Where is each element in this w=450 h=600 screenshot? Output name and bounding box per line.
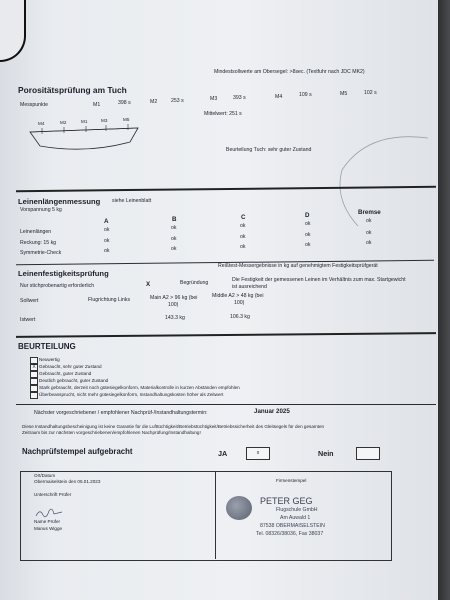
option-checkbox-2[interactable]: [30, 371, 38, 378]
main-a2-line2: 100): [168, 302, 179, 308]
ja-checkbox[interactable]: x: [246, 447, 270, 460]
company-logo: [226, 496, 252, 520]
cell-r2-a: ok: [104, 248, 110, 254]
signature-block-divider: [215, 471, 216, 559]
m2-label: M2: [150, 99, 158, 105]
cell-r0-bremse: ok: [366, 218, 372, 224]
option-label-2: Gebraucht, guter Zustand: [39, 371, 92, 376]
cell-r1-c: ok: [240, 234, 246, 240]
middle-a2-line1: Middle A2 > 48 kg (bei: [212, 293, 264, 299]
cell-r0-d: ok: [305, 221, 311, 227]
col-bremse: Bremse: [358, 209, 381, 216]
m3-value: 393 s: [233, 95, 246, 101]
m2-value: 253 s: [171, 98, 184, 104]
m3-label: M3: [210, 96, 218, 102]
fest-title: Leinenfestigkeitsprüfung: [18, 269, 109, 278]
nein-checkbox[interactable]: [356, 447, 380, 460]
cell-r1-d: ok: [305, 232, 311, 238]
col-d: D: [305, 212, 310, 219]
binder-clip: [0, 0, 26, 62]
diagram-label-m4: M4: [38, 121, 45, 126]
option-label-3: Deutlich gebraucht, guter Zustand: [39, 378, 109, 383]
middle-a2-line2: 100): [234, 300, 245, 306]
disclaimer-1: Diese Instandhaltungsbescheinigung ist keine Garantie für die Lufttüchtigkeit/Betriebstüchtigkeit/Betriebssicherheit des Gleitsegels für den gesamten: [22, 424, 325, 429]
col-c: C: [241, 214, 246, 221]
m4-label: M4: [275, 94, 283, 100]
option-checkbox-1[interactable]: X: [30, 364, 38, 371]
mindest-text: Mindestsollwerte am Obersegel: >8sec. (Textfuhr nach JDC MK2): [214, 69, 365, 75]
diagram-label-m5: M5: [123, 117, 130, 122]
cell-r2-c: ok: [240, 244, 246, 250]
m5-value: 102 s: [364, 90, 377, 96]
stempel-title: Nachprüfstempel aufgebracht: [22, 447, 133, 456]
option-checkbox-0[interactable]: [30, 357, 38, 364]
messpunkte-label: Messpunkte: [20, 102, 48, 108]
page-shadow-edge: [438, 0, 450, 600]
col-b: B: [172, 216, 177, 223]
istwert-middle: 106.3 kg: [230, 314, 250, 320]
m1-label: M1: [93, 102, 101, 108]
cell-r0-a: ok: [104, 227, 110, 233]
main-a2-line1: Main A2 > 96 kg (bei: [150, 295, 198, 301]
name-pruefer-value: Manus Wigge: [34, 526, 63, 531]
company-name: PETER GEG: [260, 496, 313, 506]
company-sub: Flugschule GmbH: [276, 507, 318, 513]
option-label-5: Überbeansprucht, nicht mehr gütesiegelkonform, Instandhaltungskosten höher als Zeitwert: [39, 392, 224, 397]
name-pruefer-label: Name Prüfer: [34, 519, 61, 524]
signature-scribble: [34, 506, 64, 520]
cell-r2-b: ok: [171, 246, 177, 252]
begruendung-label: Begründung: [180, 280, 209, 286]
cell-r1-bremse: ok: [366, 230, 372, 236]
stichprobe-x-mark: X: [146, 281, 151, 288]
ja-label: JA: [218, 449, 228, 458]
cell-r1-b: ok: [171, 236, 177, 242]
disclaimer-2: Zeitraum bis zur nächsten vorgeschriebenen/empfohlenen Nachprüfung/Instandhaltung!: [22, 430, 201, 435]
diagram-label-m2: M2: [60, 120, 67, 125]
naechster-termin-value: Januar 2025: [254, 408, 290, 415]
sollwert-label: Sollwert: [20, 298, 39, 304]
vorspannung-label: Vorspannung 5 kg: [20, 207, 62, 213]
unterschrift-label: Unterschrift Prüfer: [34, 492, 72, 497]
naechster-termin-label: Nächster vorgeschriebener / empfohlener Nachprüf-/Instandhaltungstermin:: [34, 410, 208, 416]
option-label-0: Neuwertig: [39, 357, 60, 362]
poro-title: Porositätsprüfung am Tuch: [18, 85, 127, 95]
option-label-1: Gebraucht, sehr guter Zustand: [39, 364, 102, 369]
diagram-label-m3: M3: [101, 118, 108, 123]
section-divider-2: [16, 332, 436, 338]
cell-r2-bremse: ok: [366, 240, 372, 246]
leinen-title-note: siehe Leinenblatt: [112, 198, 152, 204]
company-street: Am Auwald 1: [280, 515, 311, 521]
company-city: 87538 OBERMAISELSTEIN: [260, 523, 325, 529]
beurteilung-tuch: Beurteilung Tuch: sehr guter Zustand: [226, 147, 312, 153]
row-label-symmetrie: Symmetrie-Check: [20, 250, 62, 256]
firmenstempel-label: Firmenstempel: [276, 478, 307, 483]
diagram-label-m1: M1: [81, 119, 88, 124]
divider-beurteilung: [16, 404, 436, 405]
col-a: A: [104, 218, 109, 225]
ort-datum-label: Ort/Datum: [34, 473, 56, 478]
begruendung-text-2: ist ausreichend: [232, 284, 267, 290]
cell-r0-b: ok: [171, 225, 177, 231]
leinen-title: Leinenlängenmessung: [18, 197, 101, 206]
reiss-text: Reißtest-Messergebnisse in kg auf genehmigtem Festigkeitsprüfgerät: [218, 263, 378, 269]
mittelwert-text: Mittelwert: 251 s: [204, 111, 242, 117]
option-checkbox-5[interactable]: [30, 392, 38, 399]
istwert-main: 143.3 kg: [165, 315, 185, 321]
istwert-label: Istwert: [20, 317, 36, 323]
ort-datum-value: Obermaiselstein den 05.01.2023: [34, 479, 101, 484]
m1-value: 398 s: [118, 100, 131, 106]
option-label-4: Stark gebraucht, derzeit noch gütesiegelkonform, Materialkontrolle in kurzen Abständen empfohlen: [39, 385, 240, 390]
option-checkbox-4[interactable]: [30, 385, 38, 392]
nein-label: Nein: [318, 449, 334, 458]
row-label-leinenlaengen: Leinenlängen: [20, 229, 52, 235]
m5-label: M5: [340, 91, 348, 97]
beurteilung-title: BEURTEILUNG: [18, 342, 76, 351]
option-checkbox-3[interactable]: [30, 378, 38, 385]
cell-r0-c: ok: [240, 223, 246, 229]
company-tel: Tel. 08326/38036, Fax 38037: [256, 531, 324, 537]
row-label-reckung: Reckung: 15 kg: [20, 240, 57, 246]
begruendung-text-1: Die Festigkeit der gemessenen Leinen im Verhältnis zum max. Startgewicht: [232, 277, 406, 283]
nur-stichprobe: Nur stichprobenartig erforderlich: [20, 283, 95, 289]
cell-r2-d: ok: [305, 242, 311, 248]
cell-r1-a: ok: [104, 238, 110, 244]
flugrichtung-label: Flugrichtung Links: [88, 297, 131, 303]
m4-value: 109 s: [299, 92, 312, 98]
